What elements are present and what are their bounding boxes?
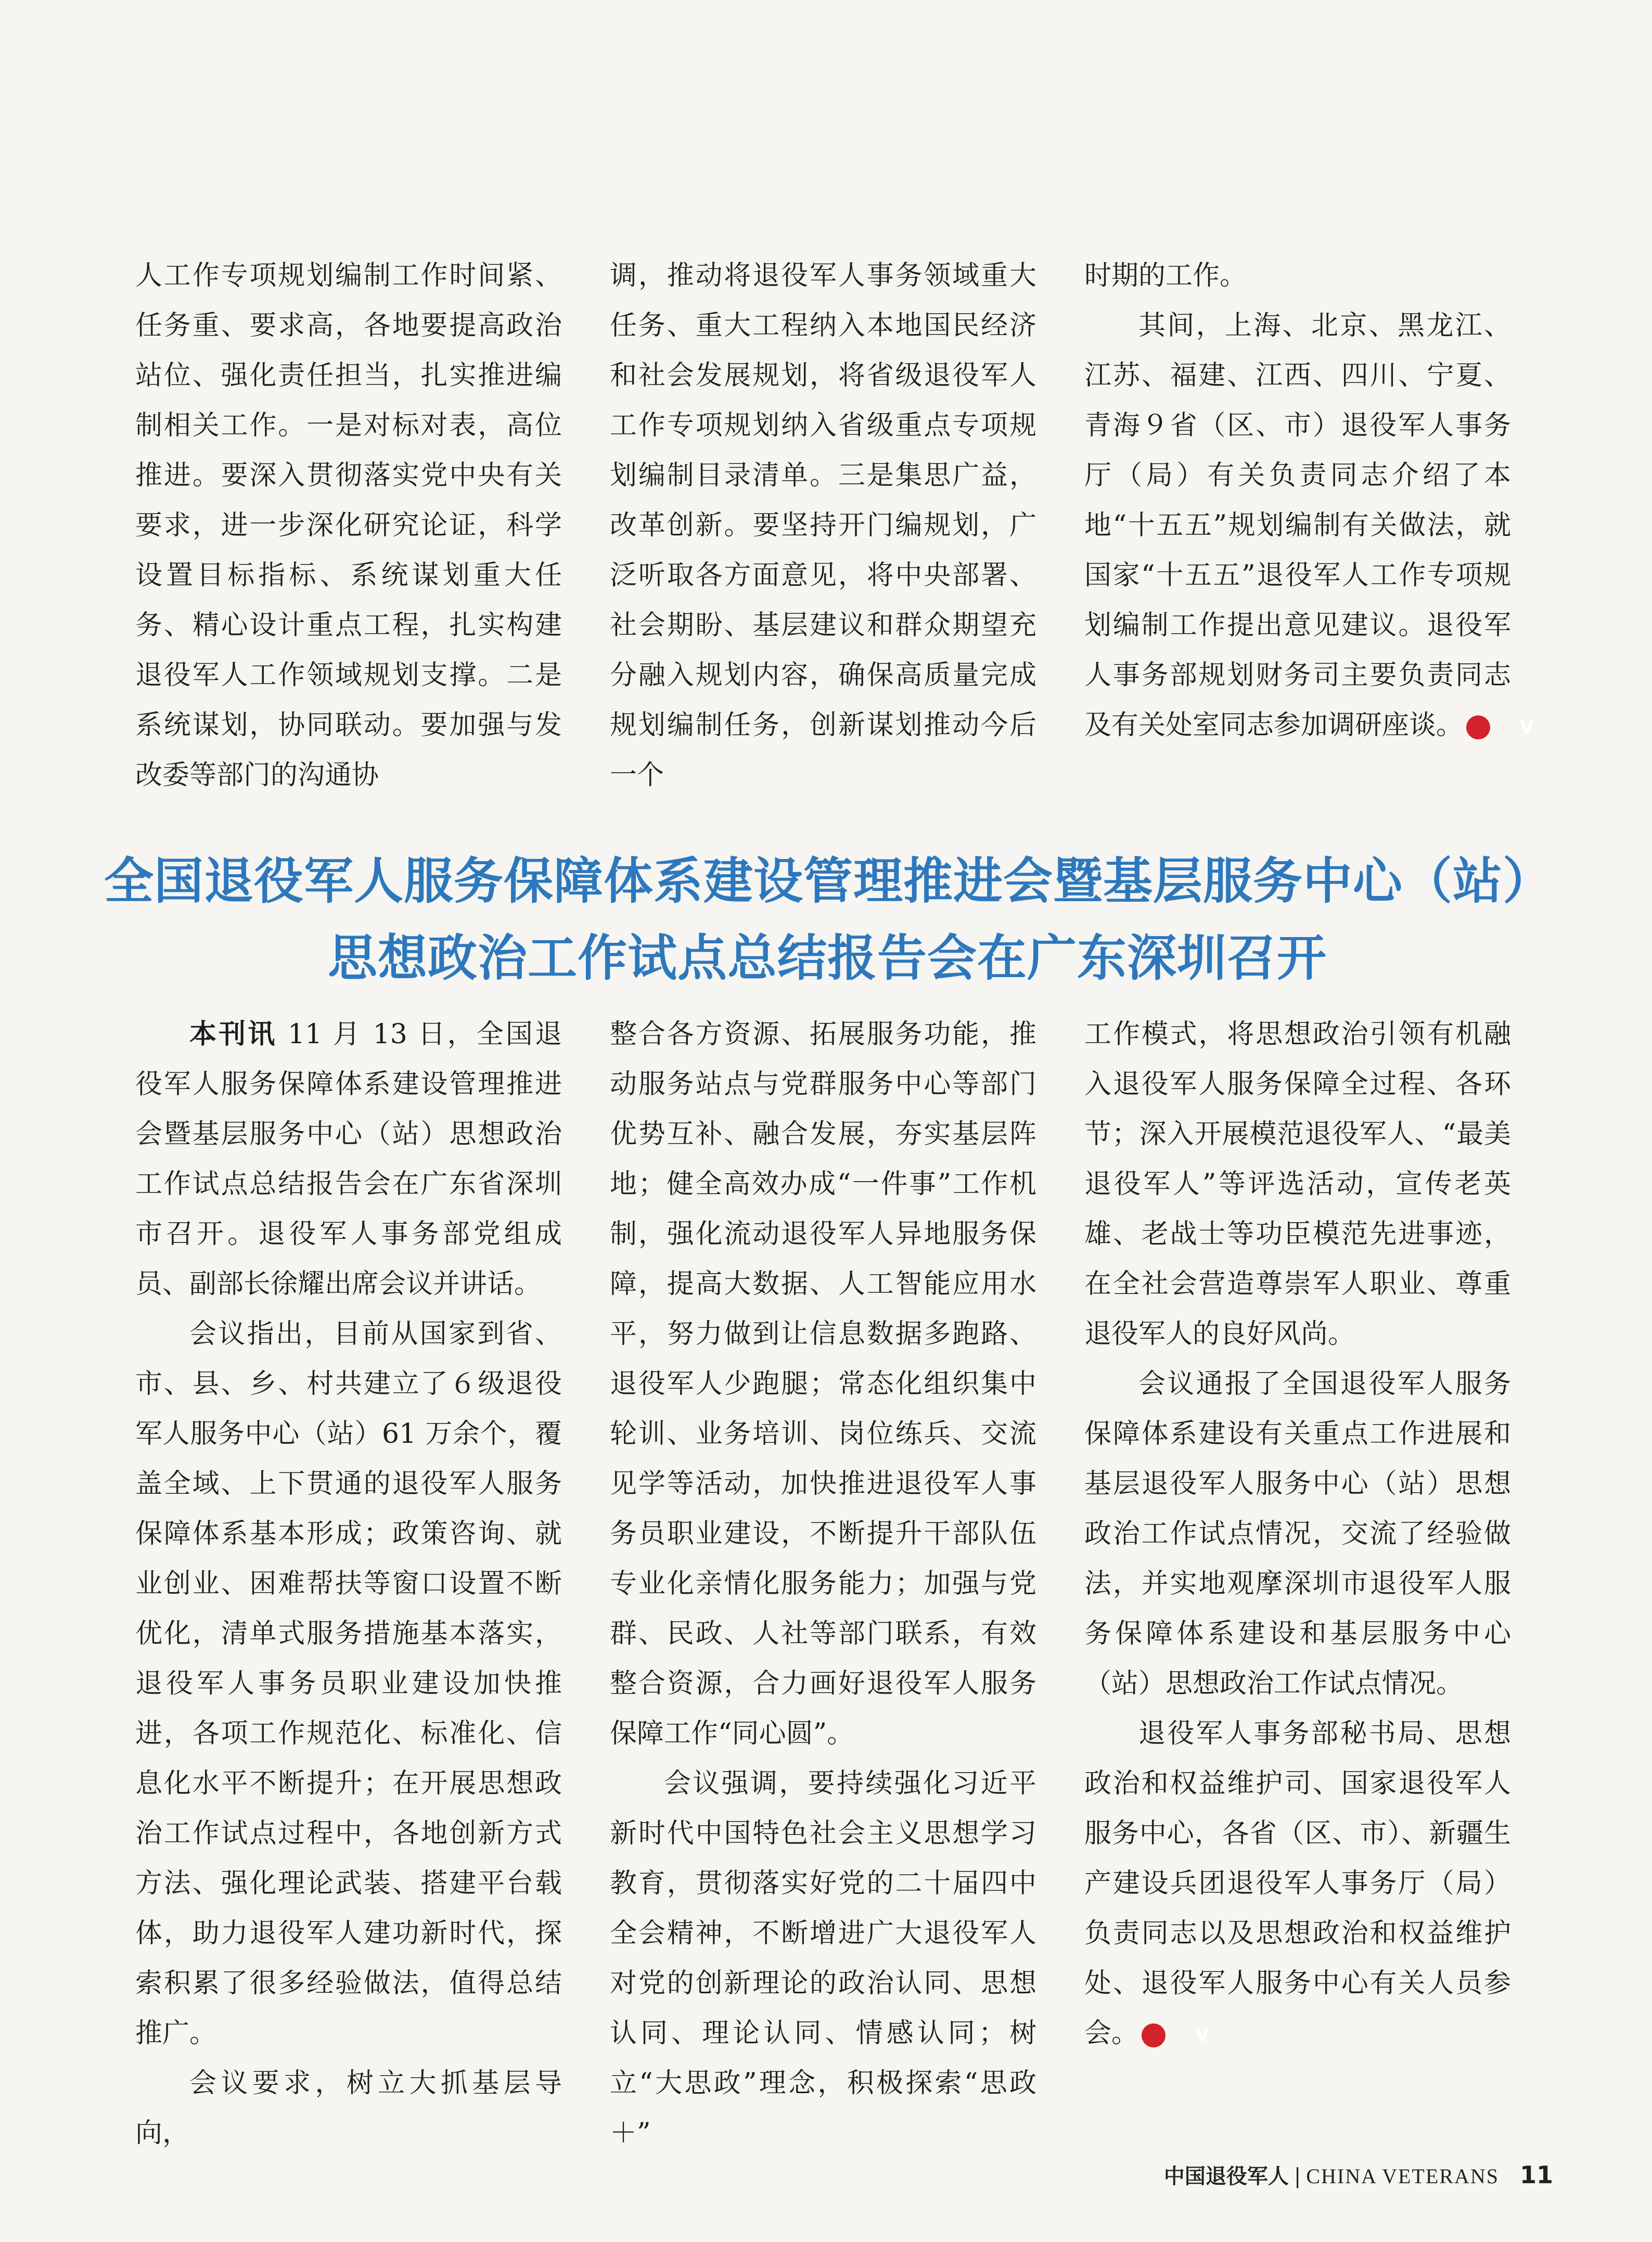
article-paragraph <box>1084 1709 1511 2058</box>
article-paragraph: 工作模式，将思想政治引领有机融入退役军人服务保障全过程、各环节；深入开展模范退役军人、“最美退役军人”等评选活动，宣传老英雄、老战士等功臣模范先进事迹，在全社会营造尊崇军人职业、尊重退役军人的良好风尚。 <box>1084 1019 1511 1350</box>
article-paragraph <box>135 1009 562 1309</box>
article-title <box>104 843 1551 997</box>
magazine-name: 中国退役军人 <box>1163 2164 1289 2188</box>
article-paragraph: 会议指出，目前从国家到省、市、县、乡、村共建立了６级退役军人服务中心（站）61 万余个，覆盖全域、上下贯通的退役军人服务保障体系基本形成；政策咨询、就业创业、困难帮扶等窗口设置不断优化，清单式服务措施基本落实，退役军人事务员职业建设加快推进，各项工作规范化、标准化、信息化水平不断提升；在开展思想政治工作试点过程中，各地创新方式方法、强化理论武装、搭建平台载体，助力退役军人建功新时代，探索积累了很多经验做法，值得总结推广。 <box>135 1318 562 2049</box>
prev-article-paragraph: 调，推动将退役军人事务领域重大任务、重大工程纳入本地国民经济和社会发展规划，将省级退役军人工作专项规划纳入省级重点专项规划编制目录清单。三是集思广益，改革创新。要坚持开门编规划，广泛听取各方面意见，将中央部署、社会期盼、基层建议和群众期望充分融入规划内容，确保高质量完成规划编制任务，创新谋划推动今后一个 <box>610 260 1036 791</box>
end-mark-icon: V <box>1142 2023 1166 2047</box>
article-column-3 <box>1084 1009 1511 2058</box>
paragraph-text: 其间，上海、北京、黑龙江、江苏、福建、江西、四川、宁夏、青海９省（区、市）退役军人事务厅（局）有关负责同志介绍了本地“十五五”规划编制有关做法，就国家“十五五”退役军人工作专项规划编制工作提出意见建议。退役军人事务部规划财务司主要负责同志及有关处室同志参加调研座谈。 <box>1084 310 1511 741</box>
paragraph-text: 退役军人事务部秘书局、思想政治和权益维护司、国家退役军人服务中心，各省（区、市）、新疆生产建设兵团退役军人事务厅（局）负责同志以及思想政治和权益维护处、退役军人服务中心有关人员参会。 <box>1084 1718 1511 2049</box>
article-paragraph: 会议通报了全国退役军人服务保障体系建设有关重点工作进展和基层退役军人服务中心（站）思想政治工作试点情况，交流了经验做法，并实地观摩深圳市退役军人服务保障体系建设和基层服务中心（站）思想政治工作试点情况。 <box>1084 1368 1511 1699</box>
article-paragraph: 会议要求，树立大抓基层导向， <box>135 2068 562 2149</box>
prev-article-paragraph: 人工作专项规划编制工作时间紧、任务重、要求高，各地要提高政治站位、强化责任担当，扎实推进编制相关工作。一是对标对表，高位推进。要深入贯彻落实党中央有关要求，进一步深化研究论证，科学设置目标指标、系统谋划重大任务、精心设计重点工程，扎实构建退役军人工作领域规划支撑。二是系统谋划，协同联动。要加强与发改委等部门的沟通协 <box>135 260 562 791</box>
page-number: 11 <box>1519 2161 1553 2189</box>
article-paragraph: 会议强调，要持续强化习近平新时代中国特色社会主义思想学习教育，贯彻落实好党的二十届四中全会精神，不断增进广大退役军人对党的创新理论的政治认同、思想认同、理论认同、情感认同；树立“大思政”理念，积极探索“思政＋” <box>610 1768 1036 2149</box>
article-lead: 本刊讯 <box>189 1019 277 1050</box>
article-title-line-2: 思想政治工作试点总结报告会在广东深圳召开 <box>327 930 1327 987</box>
prev-article-column-3 <box>1084 251 1533 750</box>
article-column-1 <box>135 1009 562 2158</box>
page-footer <box>1164 2159 1553 2192</box>
article-title-line-1: 全国退役军人服务保障体系建设管理推进会暨基层服务中心（站） <box>104 853 1553 910</box>
article-paragraph: 整合各方资源、拓展服务功能，推动服务站点与党群服务中心等部门优势互补、融合发展，夯实基层阵地；健全高效办成“一件事”工作机制，强化流动退役军人异地服务保障，提高大数据、人工智能应用水平，努力做到让信息数据多跑路、退役军人少跑腿；常态化组织集中轮训、业务培训、岗位练兵、交流见学等活动，加快推进退役军人事务员职业建设，不断提升干部队伍专业化亲情化服务能力；加强与党群、民政、人社等部门联系，有效整合资源，合力画好退役军人服务保障工作“同心圆”。 <box>610 1019 1036 1749</box>
magazine-english-name: CHINA VETERANS <box>1306 2164 1499 2188</box>
end-mark-icon: V <box>1466 715 1490 739</box>
prev-article-column-1 <box>135 251 562 800</box>
article-column-2 <box>610 1009 1036 2158</box>
prev-article-column-2 <box>610 251 1036 800</box>
prev-article-paragraph: 时期的工作。 <box>1084 260 1247 291</box>
footer-separator: | <box>1294 2164 1301 2188</box>
prev-article-paragraph <box>1084 301 1533 750</box>
paragraph-text: 11 月 13 日，全国退役军人服务保障体系建设管理推进会暨基层服务中心（站）思想政治工作试点总结报告会在广东省深圳市召开。退役军人事务部党组成员、副部长徐耀出席会议并讲话。 <box>135 1019 562 1300</box>
